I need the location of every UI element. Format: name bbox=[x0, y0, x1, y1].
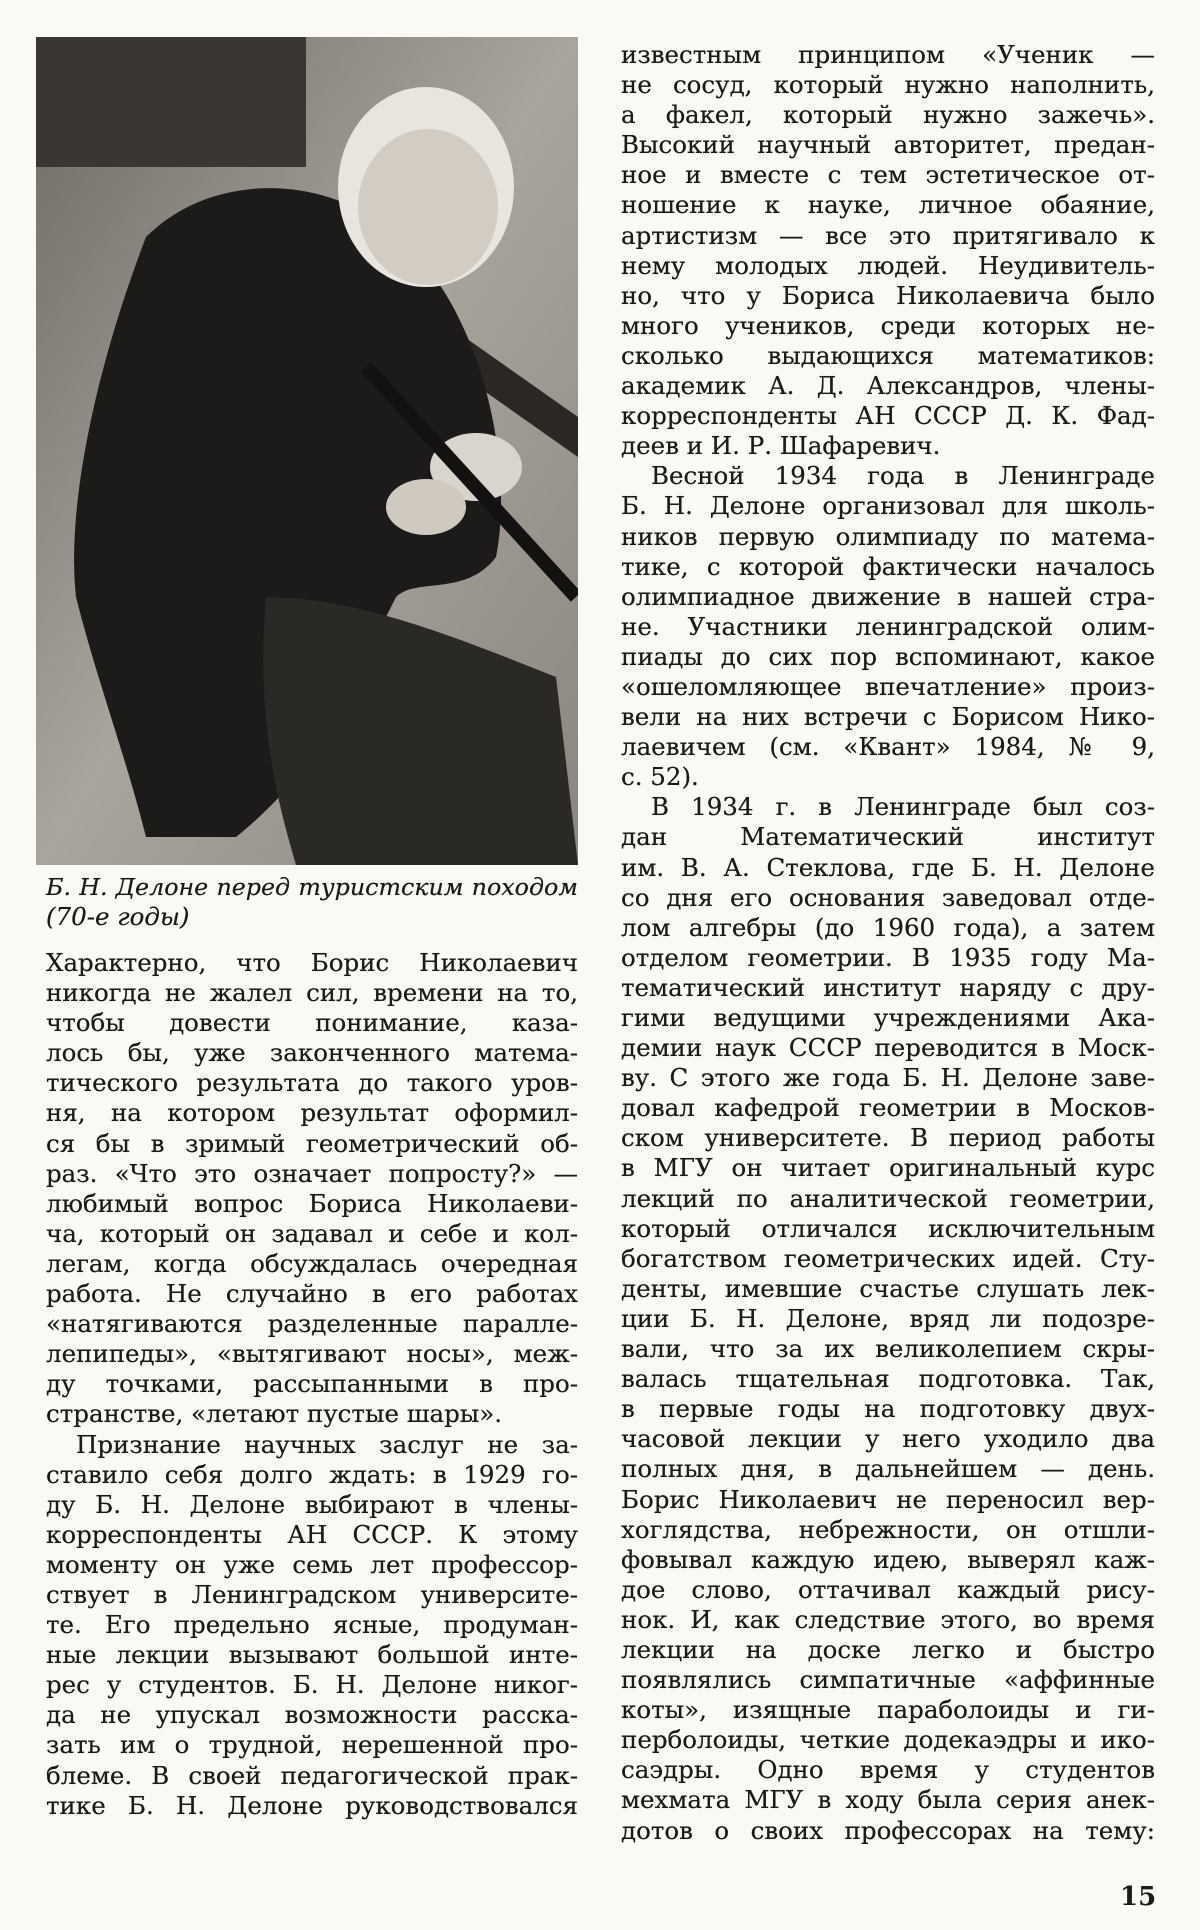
text-line: корреспонденты АН СССР Д. К. Фад- bbox=[621, 401, 1155, 431]
text-line: гими ведущими учреждениями Ака- bbox=[621, 1003, 1155, 1032]
text-line: отделом геометрии. В 1935 году Ма- bbox=[621, 942, 1155, 972]
text-line: коты», изящные параболоиды и ги- bbox=[621, 1695, 1155, 1725]
text-line: ное и вместе с тем эстетическое от- bbox=[621, 160, 1155, 190]
text-line: демии наук СССР переводится в Моск- bbox=[621, 1033, 1155, 1063]
text-line: чтобы довести понимание, каза- bbox=[46, 1008, 578, 1038]
text-line: олимпиадное движение в нашей стра- bbox=[621, 581, 1155, 611]
text-line: да не упускал возможности расска- bbox=[46, 1700, 578, 1730]
text-line: лекций по аналитической геометрии, bbox=[621, 1183, 1155, 1213]
text-line: не сосуд, который нужно наполнить, bbox=[621, 70, 1155, 100]
text-line: ников первую олимпиаду по матема- bbox=[621, 521, 1155, 551]
text-line: лаевичем (см. «Квант» 1984, № 9, bbox=[621, 732, 1155, 762]
text-line: тического результата до такого уров- bbox=[46, 1068, 578, 1098]
text-line: сколько выдающихся математиков: bbox=[621, 340, 1155, 370]
text-line: перболоиды, четкие додекаэдры и ико- bbox=[621, 1725, 1155, 1755]
paragraph bbox=[46, 948, 578, 1430]
text-line: денты, имевшие счастье слушать лек- bbox=[621, 1273, 1155, 1303]
text-line: саэдры. Одно время у студентов bbox=[621, 1755, 1155, 1785]
text-line: легам, когда обсуждалась очередная bbox=[46, 1248, 578, 1278]
text-line: дан Математический институт bbox=[621, 822, 1155, 852]
text-line: ву. С этого же года Б. Н. Делоне заве- bbox=[621, 1063, 1155, 1093]
text-line: артистизм — все это притягивало к bbox=[621, 220, 1155, 250]
text-line: известным принципом «Ученик — bbox=[621, 40, 1155, 69]
text-line: полных дня, в дальнейшем — день. bbox=[621, 1454, 1155, 1484]
text-line: хоглядства, небрежности, он отшли- bbox=[621, 1514, 1155, 1544]
text-line: пиады до сих пор вспоминают, какое bbox=[621, 641, 1155, 671]
text-line: валась тщательная подготовка. Так, bbox=[621, 1364, 1155, 1394]
page-number: 15 bbox=[1120, 1882, 1157, 1912]
text-line: ствует в Ленинградском университе- bbox=[46, 1579, 578, 1609]
text-line: ся бы в зримый геометрический об- bbox=[46, 1128, 578, 1158]
text-line: ня, на котором результат оформил- bbox=[46, 1098, 578, 1128]
text-line: корреспонденты АН СССР. К этому bbox=[46, 1519, 578, 1549]
text-line: мехмата МГУ в ходу была серия анек- bbox=[621, 1785, 1155, 1815]
photo-delone bbox=[36, 37, 578, 865]
text-line: нок. И, как следствие этого, во время bbox=[621, 1604, 1155, 1634]
text-line: который отличался исключительным bbox=[621, 1213, 1155, 1243]
text-line: ношение к науке, личное обаяние, bbox=[621, 190, 1155, 220]
text-line: нему молодых людей. Неудивитель- bbox=[621, 250, 1155, 280]
text-line: деев и И. Р. Шафаревич. bbox=[621, 431, 941, 461]
paragraph bbox=[621, 40, 1155, 461]
text-line: богатством геометрических идей. Сту- bbox=[621, 1243, 1155, 1273]
text-line: лом алгебры (до 1960 года), а затем bbox=[621, 912, 1155, 942]
text-line: любимый вопрос Бориса Николаеви- bbox=[46, 1188, 578, 1218]
photo-image bbox=[36, 37, 578, 865]
text-line: тике, с которой фактически началось bbox=[621, 551, 1155, 581]
text-line: ском университете. В период работы bbox=[621, 1123, 1155, 1153]
text-line: со дня его основания заведовал отде- bbox=[621, 882, 1155, 912]
text-line: блеме. В своей педагогической прак- bbox=[46, 1760, 578, 1790]
text-line: вали, что за их великолепием скры- bbox=[621, 1334, 1155, 1364]
caption-line: Б. Н. Делоне перед туристским походом bbox=[46, 873, 578, 901]
text-line: дое слово, оттачивал каждый рису- bbox=[621, 1574, 1155, 1604]
text-line: дотов о своих профессорах на тему: bbox=[621, 1815, 1155, 1845]
text-line: лепипеды», «вытягивают носы», меж- bbox=[46, 1339, 578, 1369]
text-line: раз. «Что это означает попросту?» — bbox=[46, 1158, 578, 1188]
caption-line: (70-е годы) bbox=[46, 902, 190, 932]
text-line: «ошеломляющее впечатление» произ- bbox=[621, 671, 1155, 701]
text-line: ду Б. Н. Делоне выбирают в члены- bbox=[46, 1489, 578, 1519]
text-line: тематический институт наряду с дру- bbox=[621, 972, 1155, 1002]
text-line: Признание научных заслуг не за- bbox=[76, 1429, 578, 1459]
paragraph bbox=[621, 461, 1155, 792]
text-line: много учеников, среди которых не- bbox=[621, 310, 1155, 340]
paragraph bbox=[46, 1430, 578, 1821]
text-line: лось бы, уже законченного матема- bbox=[46, 1038, 578, 1068]
paragraph bbox=[621, 792, 1155, 1845]
text-line: не. Участники ленинградской олим- bbox=[621, 611, 1155, 641]
right-text-column bbox=[621, 40, 1155, 1846]
text-line: фовывал каждую идею, выверял каж- bbox=[621, 1544, 1155, 1574]
text-line: Высокий научный авторитет, предан- bbox=[621, 130, 1155, 160]
text-line: «натягиваются разделенные паралле- bbox=[46, 1309, 578, 1339]
text-line: зать им о трудной, нерешенной про- bbox=[46, 1730, 578, 1760]
text-line: В 1934 г. в Ленинграде был соз- bbox=[651, 792, 1155, 822]
text-line: ду точками, рассыпанными в про- bbox=[46, 1369, 578, 1399]
text-line: а факел, который нужно зажечь». bbox=[621, 100, 1155, 130]
text-line: лекции на доске легко и быстро bbox=[621, 1634, 1155, 1664]
text-line: рес у студентов. Б. Н. Делоне никог- bbox=[46, 1670, 578, 1700]
text-line: в первые годы на подготовку двух- bbox=[621, 1394, 1155, 1424]
text-line: вели на них встречи с Борисом Нико- bbox=[621, 702, 1155, 732]
text-line: им. В. А. Стеклова, где Б. Н. Делоне bbox=[621, 852, 1155, 882]
text-line: ции Б. Н. Делоне, вряд ли подозре- bbox=[621, 1303, 1155, 1333]
text-line: появлялись симпатичные «аффинные bbox=[621, 1665, 1155, 1695]
text-line: работа. Не случайно в его работах bbox=[46, 1279, 578, 1309]
text-line: Характерно, что Борис Николаевич bbox=[46, 948, 578, 977]
text-line: тике Б. Н. Делоне руководствовался bbox=[46, 1790, 578, 1820]
text-line: моменту он уже семь лет профессор- bbox=[46, 1549, 578, 1579]
text-line: те. Его предельно ясные, продуман- bbox=[46, 1610, 578, 1640]
text-line: академик А. Д. Александров, члены- bbox=[621, 371, 1155, 401]
text-line: ставило себя долго ждать: в 1929 го- bbox=[46, 1459, 578, 1489]
text-line: Б. Н. Делоне организовал для школь- bbox=[621, 491, 1155, 521]
text-line: никогда не жалел сил, времени на то, bbox=[46, 978, 578, 1008]
text-line: странстве, «летают пустые шары». bbox=[46, 1399, 503, 1429]
text-line: Весной 1934 года в Ленинграде bbox=[651, 461, 1155, 491]
text-line: в МГУ он читает оригинальный курс bbox=[621, 1153, 1155, 1183]
text-line: ча, который он задавал и себе и кол- bbox=[46, 1218, 578, 1248]
text-line: с. 52). bbox=[621, 762, 699, 792]
text-line: Борис Николаевич не переносил вер- bbox=[621, 1484, 1155, 1514]
text-line: но, что у Бориса Николаевича было bbox=[621, 280, 1155, 310]
left-text-column bbox=[46, 948, 578, 1821]
text-line: часовой лекции у него уходило два bbox=[621, 1424, 1155, 1454]
text-line: ные лекции вызывают большой инте- bbox=[46, 1640, 578, 1670]
text-line: довал кафедрой геометрии в Москов- bbox=[621, 1093, 1155, 1123]
photo-caption bbox=[46, 872, 578, 932]
